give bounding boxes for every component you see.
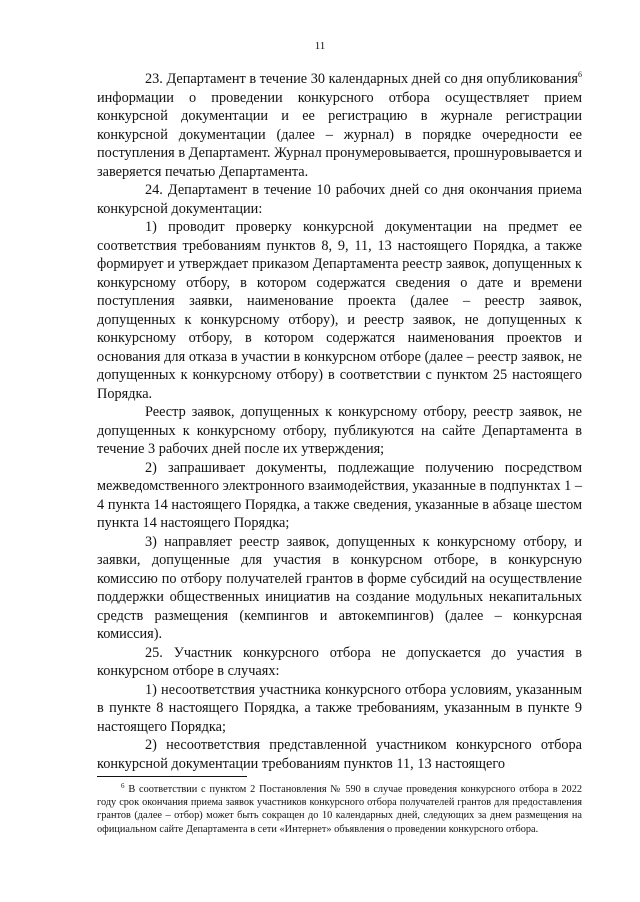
footnote-mark: 6: [121, 782, 125, 790]
subparagraph-25-1: 1) несоответствия участника конкурсного отбора условиям, указанным в пункте 8 настоящего Порядка, а также требованиям, указанным в пункте 9 настоящего Порядка;: [97, 681, 582, 735]
footnote-reference[interactable]: 6: [578, 70, 582, 79]
subparagraph-24-1-registry-publication: Реестр заявок, допущенных к конкурсному отбору, реестр заявок, не допущенных к конкурсному отбору, публикуются на сайте Департамента в течение 3 рабочих дней после их утверждения;: [97, 404, 582, 457]
subparagraph-24-3: 3) направляет реестр заявок, допущенных к конкурсному отбору, и заявки, допущенные для участия в конкурсном отборе, в конкурсную комиссию по отбору получателей грантов в форме субсидий на осуществление поддержки общественных инициатив на создание модульных некапитальных средств размещения (кемпингов и автокемпингов) (далее – конкурсная комиссия).: [97, 533, 582, 642]
subparagraph-25-2: 2) несоответствия представленной участником конкурсного отбора конкурсной документации требованиям пунктов 11, 13 настоящего: [97, 737, 582, 772]
paragraph-23-text-end: информации о проведении конкурсного отбора осуществляет прием конкурсной документации и ее регистрацию в журнале регистрации конкурсной документации (далее – журнал) в порядке очередности ее поступления в Департамент. Журнал пронумеровывается, прошнуровывается и заверяется печатью Департамента.: [97, 89, 582, 180]
page-number: 11: [314, 40, 326, 52]
footnote-text: В соответствии с пунктом 2 Постановления № 590 в случае проведения конкурсного отбора в 2022 году срок окончания приема заявок участников конкурсного отбора получателей грантов для предоставления грантов (далее – отбор) может быть сокращен до 10 календарных дней, следующих за днем размещения на официальном сайте Департамента в сети «Интернет» объявления о проведении конкурсного отбора.: [97, 784, 582, 835]
paragraph-23-text-start: 23. Департамент в течение 30 календарных дней со дня опубликования: [145, 71, 578, 87]
footnote: [97, 783, 582, 836]
footnote-6: [97, 783, 582, 836]
footnote-divider: [97, 776, 247, 777]
paragraph-24: 24. Департамент в течение 10 рабочих дней со дня окончания приема конкурсной документации:: [97, 182, 582, 217]
paragraph-25: 25. Участник конкурсного отбора не допускается до участия в конкурсном отборе в случаях:: [97, 644, 582, 679]
body-text: [97, 70, 582, 773]
subparagraph-24-2: 2) запрашивает документы, подлежащие получению посредством межведомственного электронного взаимодействия, указанные в подпунктах 1 – 4 пункта 14 настоящего Порядка, а также сведения, указанные в абзаце шестом пункта 14 настоящего Порядка;: [97, 459, 582, 531]
paragraph-23: [97, 70, 582, 181]
subparagraph-24-1: 1) проводит проверку конкурсной документации на предмет ее соответствия требованиям пунктов 8, 9, 11, 13 настоящего Порядка, а также формирует и утверждает приказом Департамента реестр заявок, допущенных к конкурсному отбору, в котором содержатся сведения о дате и времени поступления заявки, наименование проекта (далее – реестр заявок, допущенных к конкурсному отбору), и реестр заявок, не допущенных к конкурсному отбору, в котором содержатся наименования проектов и основания для отказа в участии в конкурсном отборе (далее – реестр заявок, не допущенных к конкурсному отбору) в соответствии с пунктом 25 настоящего Порядка.: [97, 219, 582, 402]
